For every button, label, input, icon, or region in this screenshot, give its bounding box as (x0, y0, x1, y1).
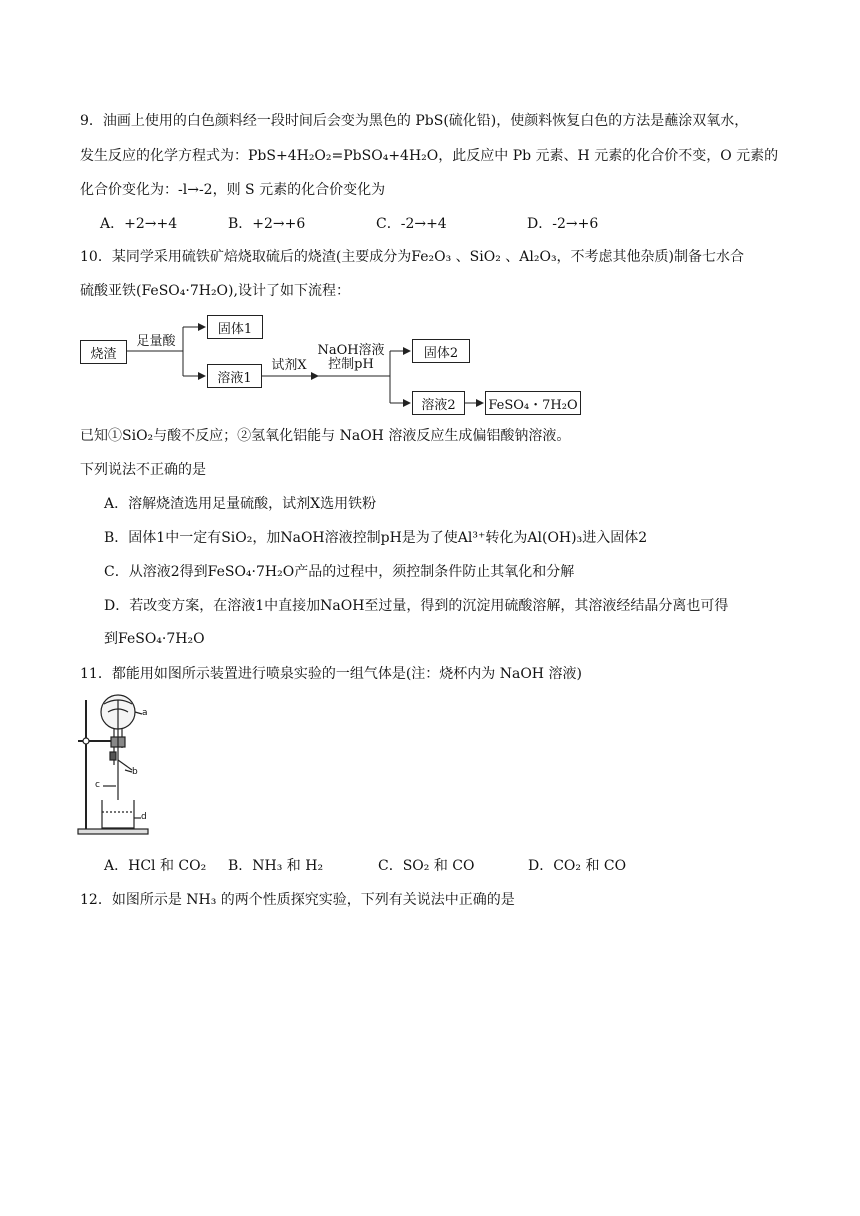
q10-option-c: C．从溶液2得到FeSO₄·7H₂O产品的过程中，须控制条件防止其氧化和分解 (104, 564, 575, 580)
apparatus-label-d: d (141, 812, 147, 822)
q10-option-d-line-2: 到FeSO₄·7H₂O (104, 631, 205, 647)
q11-line-1: 11．都能用如图所示装置进行喷泉实验的一组气体是(注：烧杯内为 NaOH 溶液) (80, 666, 582, 682)
q9-option-a: A．+2→+4 (100, 216, 178, 232)
q10-line-1: 10．某同学采用硫铁矿焙烧取硫后的烧渣(主要成分为Fe₂O₃ 、SiO₂ 、Al₂O₃，不考虑其他杂质)制备七水合 (80, 249, 745, 265)
q10-known: 已知①SiO₂与酸不反应；②氢氧化铝能与 NaOH 溶液反应生成偏铝酸钠溶液。 (80, 428, 571, 444)
q9-option-c: C．-2→+4 (376, 216, 447, 232)
q9-line-2: 发生反应的化学方程式为：PbS+4H₂O₂=PbSO₄+4H₂O，此反应中 Pb 元素、H 元素的化合价不变，O 元素的 (80, 148, 779, 164)
flow-label-naoh: NaOH溶液 (317, 343, 385, 358)
flow-label-acid: 足量酸 (136, 334, 176, 349)
q9-option-b: B．+2→+6 (228, 216, 306, 232)
q10-option-d-line-1: D．若改变方案，在溶液1中直接加NaOH至过量，得到的沉淀用硫酸溶解，其溶液经结晶分离也可得 (104, 598, 729, 614)
flow-box-solid1: 固体1 (207, 315, 263, 339)
q11-option-a: A．HCl 和 CO₂ (104, 858, 207, 874)
q11-option-b: B．NH₃ 和 H₂ (228, 858, 324, 874)
flow-box-solution2: 溶液2 (412, 391, 465, 415)
q9-line-1: 9．油画上使用的白色颜料经一段时间后会变为黑色的 PbS(硫化铅)，使颜料恢复白色的方法是蘸涂双氧水， (80, 113, 749, 129)
flow-label-reagent: 试剂X (271, 358, 307, 373)
flow-box-solid2: 固体2 (412, 339, 470, 363)
q11-option-c: C．SO₂ 和 CO (378, 858, 475, 874)
flow-box-solution1: 溶液1 (207, 364, 262, 388)
flow-box-product: FeSO₄・7H₂O (485, 391, 581, 415)
q11-option-d: D．CO₂ 和 CO (528, 858, 627, 874)
q9-line-3: 化合价变化为：-l→-2，则 S 元素的化合价变化为 (80, 182, 386, 198)
q10-line-2: 硫酸亚铁(FeSO₄·7H₂O),设计了如下流程： (80, 283, 350, 299)
q10-question: 下列说法不正确的是 (80, 462, 206, 478)
apparatus-label-a: a (142, 708, 148, 718)
q12-line-1: 12．如图所示是 NH₃ 的两个性质探究实验，下列有关说法中正确的是 (80, 892, 515, 908)
q9-option-d: D．-2→+6 (527, 216, 599, 232)
flow-box-slag: 烧渣 (80, 340, 127, 364)
apparatus-label-b: b (132, 767, 138, 777)
q10-option-a: A．溶解烧渣选用足量硫酸，试剂X选用铁粉 (104, 496, 377, 512)
q10-option-b: B．固体1中一定有SiO₂，加NaOH溶液控制pH是为了使Al³⁺转化为Al(OH)₃进入固体2 (104, 530, 648, 546)
flow-label-ph: 控制pH (328, 357, 374, 372)
apparatus-label-c: c (95, 780, 100, 790)
